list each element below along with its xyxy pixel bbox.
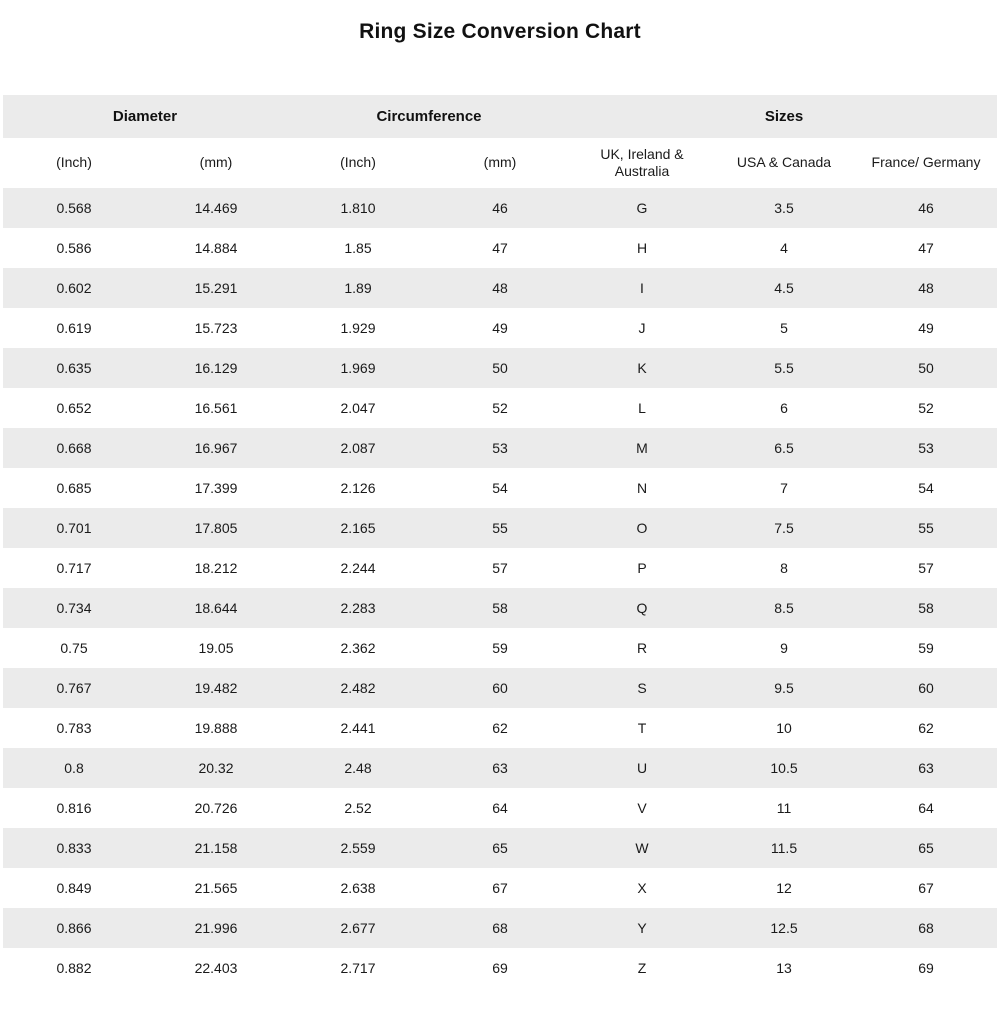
table-cell: 19.888 xyxy=(194,720,238,736)
table-cell: 0.833 xyxy=(56,840,92,856)
table-cell: 58 xyxy=(492,600,508,616)
table-cell: 2.087 xyxy=(340,440,376,456)
column-header-diameter-inch: (Inch) xyxy=(3,138,145,188)
table-cell: 58 xyxy=(918,600,934,616)
table-cell: 60 xyxy=(918,680,934,696)
table-cell: 8.5 xyxy=(774,600,794,616)
table-cell: S xyxy=(637,680,647,696)
table-cell: 0.75 xyxy=(60,640,88,656)
column-header-uk-ireland-australia: UK, Ireland & Australia xyxy=(571,138,713,188)
table-cell: 46 xyxy=(492,200,508,216)
table-cell: P xyxy=(637,560,647,576)
table-cell: 22.403 xyxy=(194,960,238,976)
table-cell: 54 xyxy=(492,480,508,496)
table-cell: 1.810 xyxy=(340,200,376,216)
table-cell: 54 xyxy=(918,480,934,496)
conversion-table-container xyxy=(0,95,1000,988)
table-cell: 16.561 xyxy=(194,400,238,416)
table-cell: 2.047 xyxy=(340,400,376,416)
group-header-circumference: Circumference xyxy=(287,95,571,138)
table-cell: 0.586 xyxy=(56,240,92,256)
table-cell: 65 xyxy=(918,840,934,856)
table-cell: 60 xyxy=(492,680,508,696)
table-row xyxy=(3,308,997,348)
column-header-diameter-mm: (mm) xyxy=(145,138,287,188)
table-row xyxy=(3,228,997,268)
table-row xyxy=(3,908,997,948)
table-cell: 14.884 xyxy=(194,240,238,256)
table-cell: T xyxy=(637,720,647,736)
table-cell: I xyxy=(640,280,644,296)
table-cell: 0.882 xyxy=(56,960,92,976)
table-cell: 57 xyxy=(492,560,508,576)
table-cell: 0.8 xyxy=(64,760,84,776)
table-cell: 9 xyxy=(780,640,788,656)
table-cell: 59 xyxy=(918,640,934,656)
table-cell: 8 xyxy=(780,560,788,576)
table-cell: 0.816 xyxy=(56,800,92,816)
table-row xyxy=(3,748,997,788)
table-cell: 0.866 xyxy=(56,920,92,936)
table-cell: 7 xyxy=(780,480,788,496)
table-cell: 0.717 xyxy=(56,560,92,576)
table-cell: 49 xyxy=(492,320,508,336)
table-cell: 67 xyxy=(492,880,508,896)
table-cell: 49 xyxy=(918,320,934,336)
table-cell: 9.5 xyxy=(774,680,794,696)
table-cell: 11 xyxy=(776,800,792,816)
table-cell: 0.849 xyxy=(56,880,92,896)
table-cell: 53 xyxy=(492,440,508,456)
table-row xyxy=(3,268,997,308)
table-cell: 62 xyxy=(492,720,508,736)
table-row xyxy=(3,468,997,508)
table-row xyxy=(3,628,997,668)
table-cell: 1.929 xyxy=(340,320,376,336)
table-cell: 12 xyxy=(776,880,792,896)
table-cell: 48 xyxy=(492,280,508,296)
table-cell: 0.652 xyxy=(56,400,92,416)
table-cell: 69 xyxy=(492,960,508,976)
table-cell: 2.362 xyxy=(340,640,376,656)
table-cell: 18.644 xyxy=(194,600,238,616)
table-cell: 2.126 xyxy=(340,480,376,496)
table-cell: 0.701 xyxy=(56,520,92,536)
table-cell: 67 xyxy=(918,880,934,896)
table-cell: O xyxy=(636,520,648,536)
table-cell: H xyxy=(636,240,648,256)
table-cell: 16.967 xyxy=(194,440,238,456)
table-cell: 2.559 xyxy=(340,840,376,856)
table-cell: W xyxy=(635,840,649,856)
table-cell: 16.129 xyxy=(194,360,238,376)
table-row xyxy=(3,668,997,708)
table-cell: 2.717 xyxy=(340,960,376,976)
table-cell: 10 xyxy=(776,720,792,736)
table-cell: 52 xyxy=(918,400,934,416)
group-header-row xyxy=(3,95,997,138)
table-row xyxy=(3,388,997,428)
table-cell: 7.5 xyxy=(774,520,794,536)
table-cell: 2.48 xyxy=(344,760,372,776)
table-cell: 53 xyxy=(918,440,934,456)
table-row xyxy=(3,788,997,828)
table-cell: N xyxy=(636,480,648,496)
table-cell: 13 xyxy=(776,960,792,976)
table-cell: 0.734 xyxy=(56,600,92,616)
table-cell: 2.482 xyxy=(340,680,376,696)
table-cell: 19.05 xyxy=(198,640,234,656)
column-header-circumference-mm: (mm) xyxy=(429,138,571,188)
table-cell: 15.291 xyxy=(194,280,238,296)
table-cell: X xyxy=(637,880,647,896)
column-header-row xyxy=(3,138,997,188)
page-title: Ring Size Conversion Chart xyxy=(359,20,641,43)
table-cell: 55 xyxy=(492,520,508,536)
table-cell: 2.677 xyxy=(340,920,376,936)
table-cell: 62 xyxy=(918,720,934,736)
table-row xyxy=(3,868,997,908)
table-cell: 20.32 xyxy=(198,760,234,776)
table-cell: 20.726 xyxy=(194,800,238,816)
table-cell: 15.723 xyxy=(194,320,238,336)
table-cell: 46 xyxy=(918,200,934,216)
table-cell: 14.469 xyxy=(194,200,238,216)
table-cell: 2.52 xyxy=(344,800,372,816)
table-cell: 0.602 xyxy=(56,280,92,296)
table-row xyxy=(3,588,997,628)
table-cell: 4.5 xyxy=(774,280,794,296)
table-cell: 17.805 xyxy=(194,520,238,536)
table-cell: 2.283 xyxy=(340,600,376,616)
table-row xyxy=(3,828,997,868)
table-cell: 21.996 xyxy=(194,920,238,936)
table-cell: 2.638 xyxy=(340,880,376,896)
table-cell: 11.5 xyxy=(770,840,798,856)
table-cell: 4 xyxy=(780,240,788,256)
table-cell: L xyxy=(638,400,646,416)
table-row xyxy=(3,948,997,988)
table-cell: Z xyxy=(637,960,647,976)
column-header-usa-canada: USA & Canada xyxy=(713,138,855,188)
table-cell: 17.399 xyxy=(194,480,238,496)
table-cell: 1.85 xyxy=(344,240,372,256)
table-cell: V xyxy=(637,800,647,816)
table-cell: 0.685 xyxy=(56,480,92,496)
table-cell: 48 xyxy=(918,280,934,296)
table-cell: 3.5 xyxy=(774,200,794,216)
column-header-france-germany: France/ Germany xyxy=(855,138,997,188)
table-cell: 2.244 xyxy=(340,560,376,576)
table-cell: 21.158 xyxy=(194,840,238,856)
table-cell: Y xyxy=(637,920,647,936)
table-cell: 0.783 xyxy=(56,720,92,736)
table-cell: 47 xyxy=(492,240,508,256)
table-cell: 63 xyxy=(918,760,934,776)
table-cell: 2.165 xyxy=(340,520,376,536)
table-cell: 47 xyxy=(918,240,934,256)
table-cell: 63 xyxy=(492,760,508,776)
table-cell: 0.619 xyxy=(56,320,92,336)
table-cell: 0.767 xyxy=(56,680,92,696)
ring-size-conversion-table xyxy=(3,95,997,988)
table-cell: 52 xyxy=(492,400,508,416)
table-cell: 59 xyxy=(492,640,508,656)
table-cell: 5.5 xyxy=(774,360,794,376)
table-cell: 64 xyxy=(492,800,508,816)
table-cell: 19.482 xyxy=(194,680,238,696)
table-cell: 1.969 xyxy=(340,360,376,376)
table-cell: 6.5 xyxy=(774,440,794,456)
table-cell: 0.568 xyxy=(56,200,92,216)
table-cell: 55 xyxy=(918,520,934,536)
table-cell: 68 xyxy=(492,920,508,936)
table-cell: 5 xyxy=(780,320,788,336)
table-cell: 18.212 xyxy=(194,560,238,576)
table-row xyxy=(3,548,997,588)
table-cell: 12.5 xyxy=(770,920,798,936)
table-cell: 2.441 xyxy=(340,720,376,736)
table-cell: J xyxy=(638,320,646,336)
table-cell: 0.635 xyxy=(56,360,92,376)
group-header-sizes: Sizes xyxy=(571,95,997,138)
table-cell: 69 xyxy=(918,960,934,976)
table-row xyxy=(3,508,997,548)
table-row xyxy=(3,708,997,748)
table-cell: K xyxy=(637,360,647,376)
table-row xyxy=(3,428,997,468)
table-cell: 57 xyxy=(918,560,934,576)
table-cell: 21.565 xyxy=(194,880,238,896)
table-cell: 0.668 xyxy=(56,440,92,456)
table-cell: U xyxy=(636,760,648,776)
table-row xyxy=(3,348,997,388)
group-header-diameter: Diameter xyxy=(3,95,287,138)
table-cell: 50 xyxy=(492,360,508,376)
table-cell: 65 xyxy=(492,840,508,856)
table-cell: R xyxy=(636,640,648,656)
table-row xyxy=(3,188,997,228)
table-body xyxy=(3,188,997,988)
table-cell: M xyxy=(636,440,648,456)
table-cell: 50 xyxy=(918,360,934,376)
table-cell: 64 xyxy=(918,800,934,816)
table-cell: 1.89 xyxy=(344,280,372,296)
table-cell: G xyxy=(636,200,648,216)
table-header xyxy=(3,95,997,188)
table-cell: Q xyxy=(636,600,648,616)
table-cell: 6 xyxy=(780,400,788,416)
table-cell: 10.5 xyxy=(770,760,798,776)
table-cell: 68 xyxy=(918,920,934,936)
column-header-circumference-inch: (Inch) xyxy=(287,138,429,188)
